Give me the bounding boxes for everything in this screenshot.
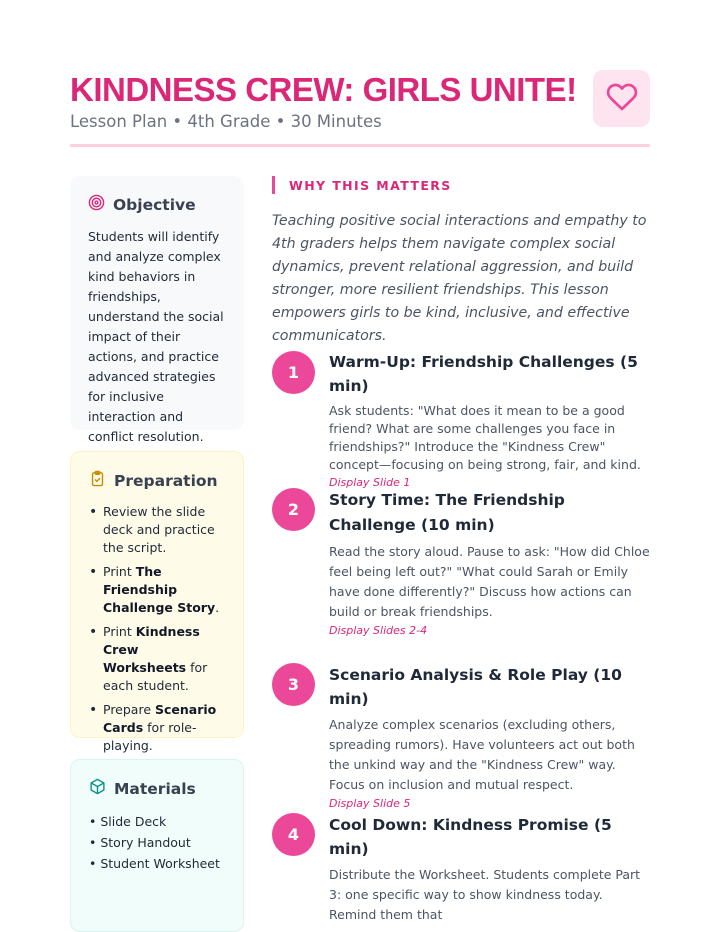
materials-list: [89, 811, 225, 874]
preparation-card: [70, 451, 244, 753]
header-divider: [70, 144, 650, 147]
list-item: • Print Kindness Crew Worksheets for each student.: [89, 623, 225, 695]
step-title: Cool Down: Kindness Promise (5 min): [329, 816, 612, 858]
list-item: • Review the slide deck and practice the script.: [89, 503, 225, 557]
materials-title: Materials: [114, 779, 196, 798]
why-body: Teaching positive social interactions and empathy to 4th graders helps them navigate complex social dynamics, prevent relational aggression, and build stronger, more resilient friendships. This lesson empowers girls to be kind, inclusive, and effective communicators.: [272, 213, 647, 344]
heart-icon: [606, 81, 638, 117]
materials-card: [70, 759, 244, 932]
list-item: • Slide Deck: [89, 814, 167, 829]
objective-text: Students will identify and analyze complex kind behaviors in friendships, understand the social impact of their actions, and practice advanced strategies for inclusive interaction and conflict resolution.: [88, 229, 224, 444]
step-number: 4: [272, 813, 315, 856]
list-item: • Story Handout: [89, 835, 191, 850]
clipboard-icon: [89, 470, 106, 491]
step-description: Analyze complex scenarios (excluding others, spreading rumors). Have volunteers act out both the unkind way and the "Kindness Crew" way. Focus on inclusion and mutual respect.: [329, 717, 635, 792]
step-slide: Display Slide 5: [329, 797, 411, 810]
page-subtitle: Lesson Plan • 4th Grade • 30 Minutes: [70, 112, 382, 131]
step-slide: Display Slide 1: [329, 476, 411, 489]
why-section: [272, 176, 652, 348]
objective-card: [70, 176, 244, 444]
step-slide: Display Slides 2-4: [329, 624, 428, 637]
step-description: Distribute the Worksheet. Students complete Part 3: one specific way to show kindness today. Remind them that: [329, 867, 641, 922]
step-title: Warm-Up: Friendship Challenges (5 min): [329, 353, 638, 395]
list-item: • Print The Friendship Challenge Story.: [89, 563, 225, 617]
why-label: WHY THIS MATTERS: [289, 177, 452, 193]
step-number: 1: [272, 351, 315, 394]
step-number: 3: [272, 663, 315, 706]
preparation-list: [89, 503, 225, 755]
step-number: 2: [272, 488, 315, 531]
page-title: KINDNESS CREW: GIRLS UNITE!: [70, 71, 577, 108]
step-title: Story Time: The Friendship Challenge (10 min): [329, 491, 565, 534]
heart-badge: [593, 70, 650, 127]
list-item: • Student Worksheet: [89, 856, 220, 871]
step-description: Ask students: "What does it mean to be a good friend? What are some challenges you face in friendships?" Introduce the "Kindness Crew" concept—focusing on being strong, fair, and kind.: [329, 403, 641, 472]
section-accent-bar: [272, 176, 275, 194]
box-icon: [89, 778, 106, 799]
preparation-title: Preparation: [114, 471, 218, 490]
objective-title: Objective: [113, 195, 196, 214]
target-icon: [88, 194, 105, 215]
list-item: • Prepare Scenario Cards for role-playing.: [89, 701, 225, 755]
step-title: Scenario Analysis & Role Play (10 min): [329, 666, 622, 708]
step-description: Read the story aloud. Pause to ask: "How did Chloe feel being left out?" "What could Sarah or Emily have done differently?" Discuss how actions can build or break friendships.: [329, 544, 650, 619]
page-header: [70, 70, 650, 148]
